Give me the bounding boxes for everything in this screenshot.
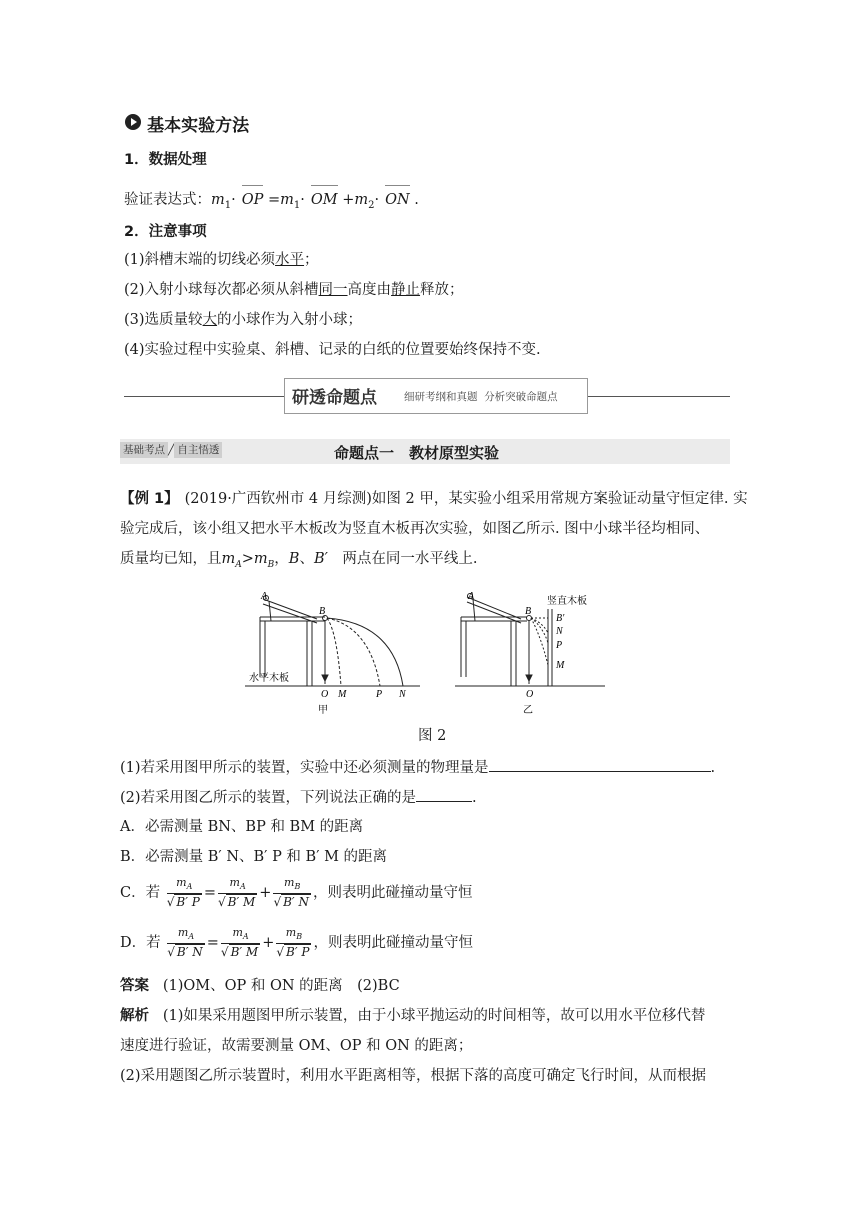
example-label: 【例 1】 [120,491,179,507]
fig-right-B-prime: B′ [556,613,565,624]
fig-right-B: B [525,606,532,617]
topic-badge: 基础考点 ╱ 自主悟透 [120,442,222,457]
fig-right-P: P [556,640,563,651]
question-1: (1)若采用图甲所示的装置，实验中还必须测量的物理量是 . [120,757,715,778]
note-2: (2)入射小球每次都必须从斜槽同一高度由静止释放； [124,282,464,298]
analysis-line-1: 解析 (1)如果采用题图甲所示装置，由于小球平抛运动的时间相等，故可以用水平位移代替 [120,1008,706,1024]
answer [120,976,400,996]
section-heading [124,111,249,136]
fig-right-M: M [556,660,565,671]
formula-prefix: 验证表达式： [124,192,211,208]
figure-caption: 图 2 [418,728,447,744]
banner-title: 研透命题点 [292,388,377,408]
note-1: (1)斜槽末端的切线必须水平； [124,252,319,268]
fig-left-O: O [321,689,329,700]
fig-right-sub: 乙 [523,705,533,716]
fig-left-M: M [338,689,347,700]
fig-right-N: N [556,626,563,637]
item1-title: 1．数据处理 [124,152,207,168]
banner-subtitle: 细研考纲和真题 分析突破命题点 [404,391,558,403]
option-b: B．必需测量 B′ N、B′ P 和 B′ M 的距离 [120,849,388,865]
answer-label: 答案 [120,978,149,994]
play-circle-icon [124,113,142,135]
question-2: (2)若采用图乙所示的装置，下列说法正确的是 . [120,787,477,808]
analysis-label: 解析 [120,1008,149,1024]
experiment-figure [245,587,625,717]
example-line-1: 【例 1】 (2019·广西钦州市 4 月综测)如图 2 甲，某实验小组采用常规方案验证动量守恒定律. 实 [120,491,748,507]
option-c: C．若 $\frac{m_A}{√ B' P}$ = $\frac{m_A}{√ B' M}$ + $\frac{m_B}{√ B' N}$ ，则表明此碰撞动量守恒 [120,876,473,910]
option-a: A．必需测量 BN、BP 和 BM 的距离 [120,819,364,835]
formula-line: 验证表达式：$m_1\cdot$ OP $=m_1\cdot$ OM $+m_2\cdot$ ON . [124,192,419,211]
fig-left-A: A [261,591,268,602]
fig-left-B: B [319,606,326,617]
answer-text: (1)OM、OP 和 ON 的距离 (2)BC [162,978,400,994]
fig-right-A: A [468,591,475,602]
example-line-3: 质量均已知，且$m_A>m_B$，B、B′ 两点在同一水平线上. [120,551,478,570]
fig-left-N: N [399,689,406,700]
example-line-2: 验完成后，该小组又把水平木板改为竖直木板再次实验，如图乙所示. 图中小球半径均相同、 [120,521,710,537]
analysis-line-3: (2)采用题图乙所示装置时，利用水平距离相等，根据下落的高度可确定飞行时间，从而根据 [120,1068,707,1084]
item2-title: 2．注意事项 [124,224,207,240]
fig-right-board: 竖直木板 [547,596,587,607]
analysis-line-2: 速度进行验证，故需要测量 OM、OP 和 ON 的距离； [120,1038,473,1054]
option-d: D．若 $\frac{m_A}{√ B' N}$ = $\frac{m_A}{√ B' M}$ + $\frac{m_B}{√ B' P}$ ，则表明此碰撞动量守恒 [120,926,473,960]
section-title: 基本实验方法 [147,116,250,136]
fig-right-O: O [526,689,534,700]
note-3: (3)选质量较大的小球作为入射小球； [124,312,363,328]
topic-title: 命题点一 教材原型实验 [334,444,500,462]
note-4: (4)实验过程中实验桌、斜槽、记录的白纸的位置要始终保持不变. [124,342,541,358]
fig-left-board: 水平木板 [249,673,289,684]
fig-left-sub: 甲 [318,705,328,716]
fig-left-P: P [376,689,383,700]
